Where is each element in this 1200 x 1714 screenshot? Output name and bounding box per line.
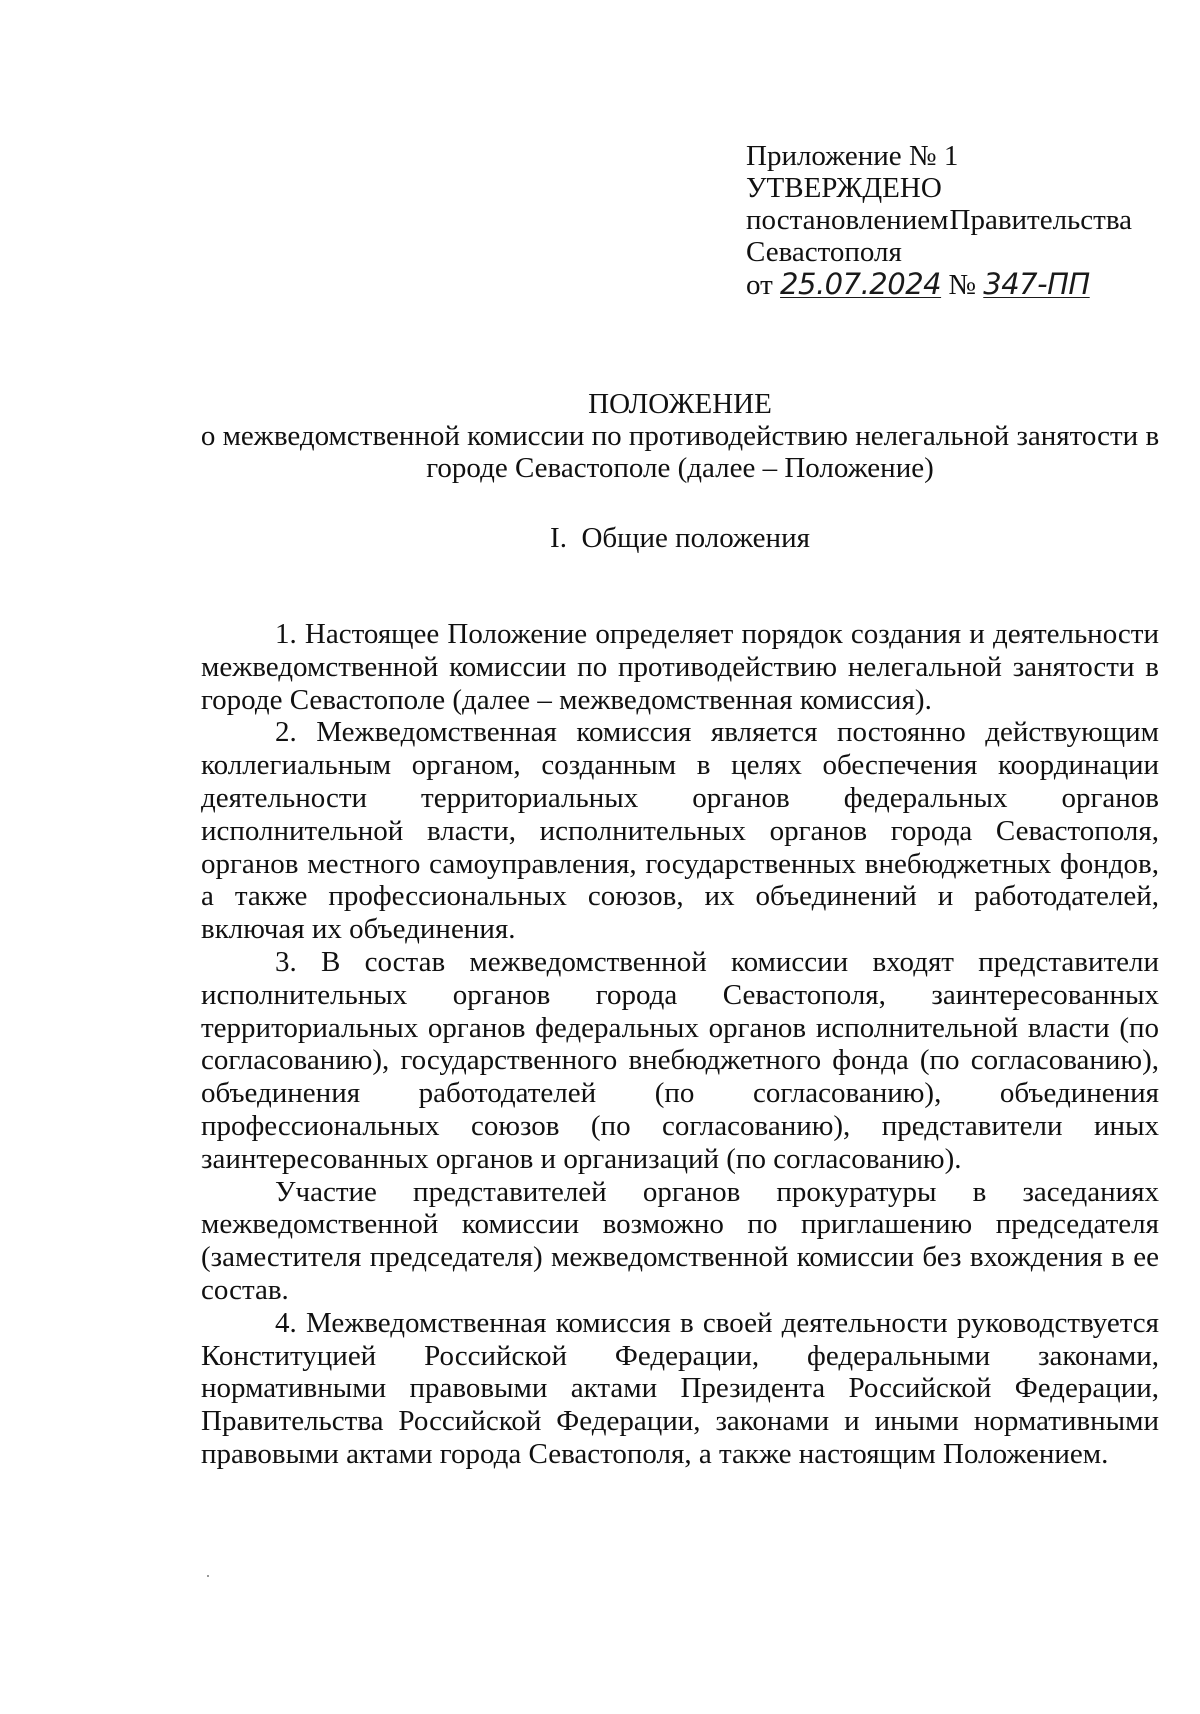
approved-label: УТВЕРЖДЕНО — [746, 172, 942, 204]
paragraph-3-continuation: Участие представителей органов прокуратуры в заседаниях межведомственной комиссии возможно по приглашению председателя (заместителя председателя) межведомственной комиссии без вхождения в ее состав. — [201, 1175, 1159, 1306]
document-body — [201, 618, 1159, 1471]
government-word: Правительства — [949, 204, 1132, 236]
paragraph-1: 1. Настоящее Положение определяет порядок создания и деятельности межведомственной комиссии по противодействию нелегальной занятости в городе Севастополе (далее – межведомственная комиссия). — [201, 618, 1159, 716]
document-subtitle-line-2: городе Севастополе (далее – Положение) — [426, 452, 934, 484]
section-number: I. — [550, 522, 567, 554]
number-prefix: № — [948, 269, 977, 301]
approval-stamp-block — [746, 140, 1132, 301]
section-title: Общие положения — [581, 522, 810, 554]
approved-by-word: постановлением — [746, 204, 949, 236]
document-title: ПОЛОЖЕНИЕ — [588, 388, 772, 420]
paragraph-3: 3. В состав межведомственной комиссии входят представители исполнительных органов города Севастополя, заинтересованных территориальных органов федеральных органов исполнительной власти (по согласованию), государственного внебюджетного фонда (по согласованию), объединения работодателей (по согласованию), объединения профессиональных союзов (по согласованию), представители иных заинтересованных органов и организаций (по согласованию). — [201, 945, 1159, 1175]
approved-by-line — [746, 204, 1132, 236]
handwritten-date: 25.07.2024 — [780, 267, 942, 301]
date-number-line — [746, 268, 1132, 301]
document-subtitle-line-1: о межведомственной комиссии по противодействию нелегальной занятости в — [200, 420, 1160, 452]
document-title-block — [200, 388, 1160, 484]
paragraph-2: 2. Межведомственная комиссия является постоянно действующим коллегиальным органом, созданным в целях обеспечения координации деятельности территориальных органов федеральных органов исполнительной власти, исполнительных органов города Севастополя, органов местного самоуправления, государственных внебюджетных фондов, а также профессиональных союзов, их объединений и работодателей, включая их объединения. — [201, 716, 1159, 946]
date-prefix: от — [746, 269, 773, 301]
handwritten-number: 347-ПП — [983, 267, 1090, 301]
paragraph-4: 4. Межведомственная комиссия в своей деятельности руководствуется Конституцией Российской Федерации, федеральными законами, нормативными правовыми актами Президента Российской Федерации, Правительства Российской Федерации, законами и иными нормативными правовыми актами города Севастополя, а также настоящим Положением. — [201, 1306, 1159, 1470]
scan-speck — [207, 1575, 209, 1577]
section-heading — [200, 522, 1160, 554]
city-name: Севастополя — [746, 236, 902, 268]
appendix-label: Приложение № 1 — [746, 140, 959, 172]
